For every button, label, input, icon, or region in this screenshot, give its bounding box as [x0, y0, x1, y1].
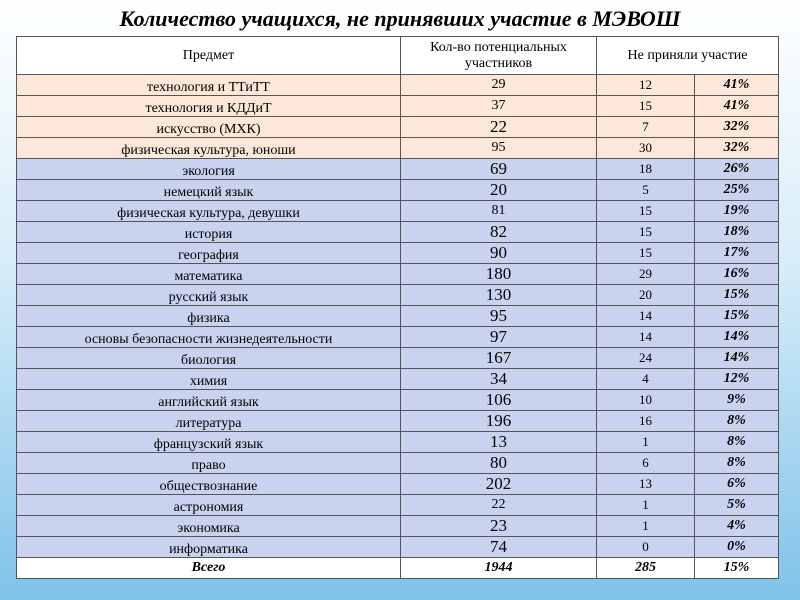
table-row	[17, 180, 779, 201]
not-participated-cell: 20	[597, 285, 695, 306]
header-potential: Кол-во потенциальных участников	[401, 37, 597, 75]
potential-count-cell: 167	[401, 348, 597, 369]
not-participated-cell: 4	[597, 369, 695, 390]
table-row	[17, 369, 779, 390]
table-row	[17, 201, 779, 222]
potential-count-cell: 13	[401, 432, 597, 453]
subject-cell: обществознание	[17, 474, 401, 495]
percent-cell: 8%	[695, 411, 779, 432]
table-row	[17, 537, 779, 558]
potential-count-cell: 180	[401, 264, 597, 285]
table-row	[17, 96, 779, 117]
potential-count-cell: 23	[401, 516, 597, 537]
subject-cell: физика	[17, 306, 401, 327]
table-row	[17, 474, 779, 495]
subject-cell: биология	[17, 348, 401, 369]
table-row	[17, 222, 779, 243]
not-participated-cell: 7	[597, 117, 695, 138]
potential-count-cell: 97	[401, 327, 597, 348]
header-not-participated: Не приняли участие	[597, 37, 779, 75]
potential-count-cell: 95	[401, 306, 597, 327]
subject-cell: география	[17, 243, 401, 264]
total-not-participated: 285	[597, 558, 695, 579]
percent-cell: 5%	[695, 495, 779, 516]
not-participated-cell: 15	[597, 201, 695, 222]
percent-cell: 9%	[695, 390, 779, 411]
potential-count-cell: 81	[401, 201, 597, 222]
table-row	[17, 285, 779, 306]
subject-cell: экономика	[17, 516, 401, 537]
table-row	[17, 453, 779, 474]
potential-count-cell: 34	[401, 369, 597, 390]
table-row	[17, 327, 779, 348]
potential-count-cell: 80	[401, 453, 597, 474]
percent-cell: 15%	[695, 285, 779, 306]
participation-table	[16, 36, 779, 579]
not-participated-cell: 5	[597, 180, 695, 201]
potential-count-cell: 202	[401, 474, 597, 495]
subject-cell: астрономия	[17, 495, 401, 516]
potential-count-cell: 82	[401, 222, 597, 243]
percent-cell: 41%	[695, 75, 779, 96]
subject-cell: физическая культура, юноши	[17, 138, 401, 159]
percent-cell: 4%	[695, 516, 779, 537]
potential-count-cell: 22	[401, 495, 597, 516]
potential-count-cell: 20	[401, 180, 597, 201]
potential-count-cell: 90	[401, 243, 597, 264]
table-row	[17, 411, 779, 432]
potential-count-cell: 22	[401, 117, 597, 138]
percent-cell: 19%	[695, 201, 779, 222]
percent-cell: 26%	[695, 159, 779, 180]
not-participated-cell: 13	[597, 474, 695, 495]
subject-cell: химия	[17, 369, 401, 390]
table-row	[17, 117, 779, 138]
percent-cell: 32%	[695, 117, 779, 138]
percent-cell: 25%	[695, 180, 779, 201]
potential-count-cell: 69	[401, 159, 597, 180]
percent-cell: 32%	[695, 138, 779, 159]
percent-cell: 41%	[695, 96, 779, 117]
not-participated-cell: 14	[597, 306, 695, 327]
percent-cell: 17%	[695, 243, 779, 264]
subject-cell: право	[17, 453, 401, 474]
table-row	[17, 264, 779, 285]
not-participated-cell: 16	[597, 411, 695, 432]
percent-cell: 8%	[695, 453, 779, 474]
subject-cell: история	[17, 222, 401, 243]
percent-cell: 18%	[695, 222, 779, 243]
table-row	[17, 516, 779, 537]
percent-cell: 14%	[695, 327, 779, 348]
potential-count-cell: 29	[401, 75, 597, 96]
table-header-row	[17, 37, 779, 75]
subject-cell: немецкий язык	[17, 180, 401, 201]
table-row	[17, 138, 779, 159]
table-row	[17, 495, 779, 516]
total-label: Всего	[17, 558, 401, 579]
percent-cell: 16%	[695, 264, 779, 285]
potential-count-cell: 196	[401, 411, 597, 432]
table-row	[17, 159, 779, 180]
table-row	[17, 75, 779, 96]
not-participated-cell: 0	[597, 537, 695, 558]
not-participated-cell: 30	[597, 138, 695, 159]
percent-cell: 0%	[695, 537, 779, 558]
not-participated-cell: 14	[597, 327, 695, 348]
percent-cell: 8%	[695, 432, 779, 453]
table-body	[17, 75, 779, 558]
potential-count-cell: 74	[401, 537, 597, 558]
not-participated-cell: 15	[597, 222, 695, 243]
table-row	[17, 348, 779, 369]
not-participated-cell: 15	[597, 96, 695, 117]
potential-count-cell: 106	[401, 390, 597, 411]
not-participated-cell: 1	[597, 432, 695, 453]
not-participated-cell: 18	[597, 159, 695, 180]
total-row	[17, 558, 779, 579]
table-row	[17, 243, 779, 264]
percent-cell: 12%	[695, 369, 779, 390]
subject-cell: французский язык	[17, 432, 401, 453]
page-title: Количество учащихся, не принявших участие в МЭВОШ	[119, 6, 681, 31]
potential-count-cell: 37	[401, 96, 597, 117]
potential-count-cell: 130	[401, 285, 597, 306]
subject-cell: информатика	[17, 537, 401, 558]
subject-cell: физическая культура, девушки	[17, 201, 401, 222]
subject-cell: основы безопасности жизнедеятельности	[17, 327, 401, 348]
not-participated-cell: 29	[597, 264, 695, 285]
table-row	[17, 306, 779, 327]
not-participated-cell: 24	[597, 348, 695, 369]
subject-cell: искусство (МХК)	[17, 117, 401, 138]
not-participated-cell: 1	[597, 495, 695, 516]
subject-cell: русский язык	[17, 285, 401, 306]
percent-cell: 6%	[695, 474, 779, 495]
table-row	[17, 390, 779, 411]
potential-count-cell: 95	[401, 138, 597, 159]
percent-cell: 14%	[695, 348, 779, 369]
subject-cell: технология и КДДиТ	[17, 96, 401, 117]
header-subject: Предмет	[17, 37, 401, 75]
subject-cell: экология	[17, 159, 401, 180]
not-participated-cell: 15	[597, 243, 695, 264]
percent-cell: 15%	[695, 306, 779, 327]
not-participated-cell: 10	[597, 390, 695, 411]
subject-cell: технология и ТТиТТ	[17, 75, 401, 96]
subject-cell: математика	[17, 264, 401, 285]
subject-cell: английский язык	[17, 390, 401, 411]
total-potential: 1944	[401, 558, 597, 579]
subject-cell: литература	[17, 411, 401, 432]
not-participated-cell: 12	[597, 75, 695, 96]
table-row	[17, 432, 779, 453]
not-participated-cell: 6	[597, 453, 695, 474]
total-percent: 15%	[695, 558, 779, 579]
not-participated-cell: 1	[597, 516, 695, 537]
